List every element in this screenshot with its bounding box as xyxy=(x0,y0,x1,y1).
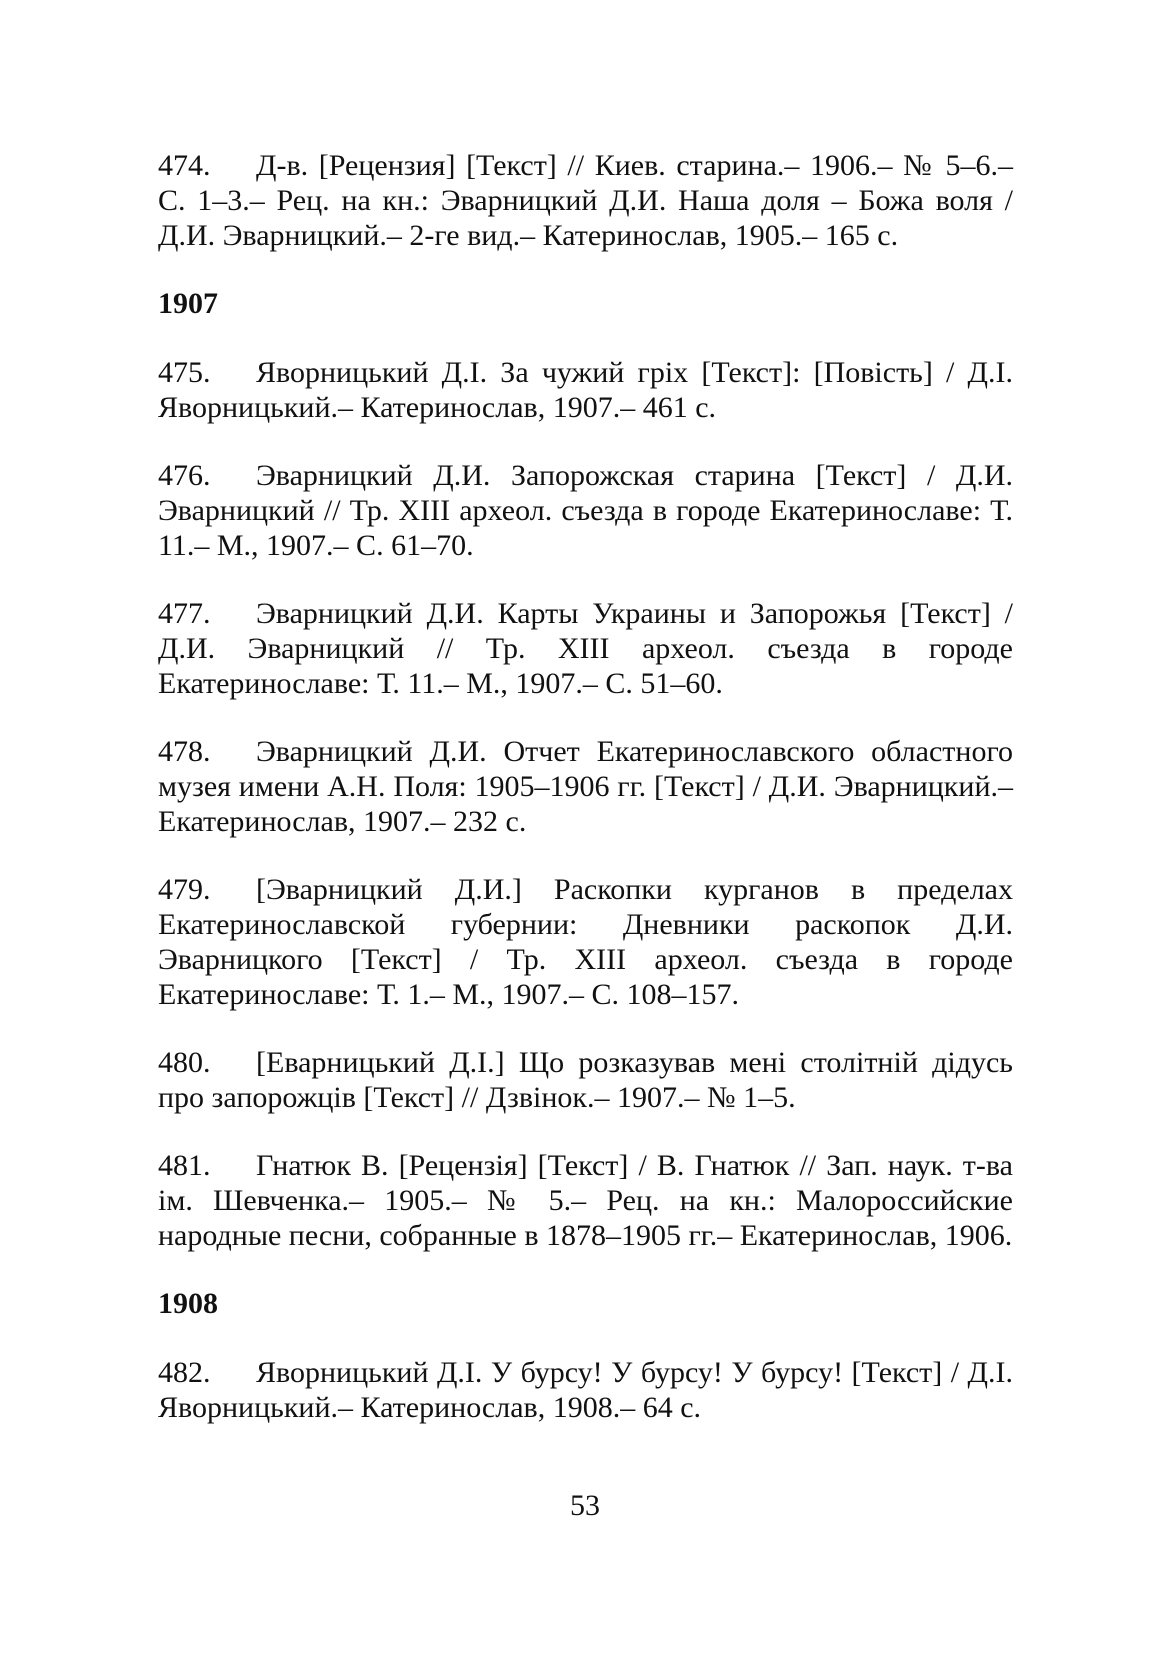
entry-number: 479. xyxy=(158,873,211,906)
bibliography-entry xyxy=(158,458,1013,563)
bibliography-entry xyxy=(158,596,1013,701)
entry-number: 477. xyxy=(158,597,211,630)
bibliography-entry xyxy=(158,1148,1013,1253)
entry-number: 481. xyxy=(158,1149,211,1182)
entry-number: 474. xyxy=(158,149,211,182)
bibliography-entry xyxy=(158,872,1013,1012)
entry-text: [Еварницький Д.І.] Що розказував мені столітній дідусь про запорожців [Текст] // Дзвінок.– 1907.– № 1–5. xyxy=(158,1046,1013,1114)
page-number: 53 xyxy=(570,1489,600,1522)
entry-text: Яворницький Д.І. У бурсу! У бурсу! У бурсу! [Текст] / Д.І. Яворницький.– Катеринослав, 1908.– 64 с. xyxy=(158,1356,1013,1424)
entry-text: Д-в. [Рецензия] [Текст] // Киев. старина.– 1906.– № 5–6.– С. 1–3.– Рец. на кн.: Эварницкий Д.И. Наша доля – Божа воля / Д.И. Эварницкий.– 2-ге вид.– Катеринослав, 1905.– 165 с. xyxy=(158,149,1013,252)
entry-text: [Эварницкий Д.И.] Раскопки курганов в пределах Екатеринославской губернии: Дневники раскопок Д.И. Эварницкого [Текст] / Тр. XIII археол. съезда в городе Екатеринославе: Т. 1.– М., 1907.– С. 108–157. xyxy=(158,873,1013,1011)
bibliography-list xyxy=(158,148,1013,1458)
bibliography-entry xyxy=(158,355,1013,425)
entry-text: Гнатюк В. [Рецензія] [Текст] / В. Гнатюк // Зап. наук. т-ва ім. Шевченка.– 1905.– № 5.– Рец. на кн.: Малороссийские народные песни, собранные в 1878–1905 гг.– Екатеринослав, 1906. xyxy=(158,1149,1013,1252)
year-heading: 1908 xyxy=(158,1287,218,1320)
year-heading: 1907 xyxy=(158,287,218,320)
bibliography-entry xyxy=(158,1045,1013,1115)
entry-text: Яворницький Д.І. За чужий гріх [Текст]: [Повість] / Д.І. Яворницький.– Катеринослав, 1907.– 461 с. xyxy=(158,356,1013,424)
bibliography-entry xyxy=(158,734,1013,839)
entry-number: 476. xyxy=(158,459,211,492)
entry-number: 475. xyxy=(158,356,211,389)
bibliography-entry xyxy=(158,1355,1013,1425)
entry-text: Эварницкий Д.И. Запорожская старина [Текст] / Д.И. Эварницкий // Тр. XIII археол. съезда в городе Екатеринославе: Т. 11.– М., 1907.– С. 61–70. xyxy=(158,459,1013,562)
entry-number: 478. xyxy=(158,735,211,768)
bibliography-entry xyxy=(158,148,1013,253)
entry-text: Эварницкий Д.И. Карты Украины и Запорожья [Текст] / Д.И. Эварницкий // Тр. XIII археол. съезда в городе Екатеринославе: Т. 11.– М., 1907.– С. 51–60. xyxy=(158,597,1013,700)
entry-number: 482. xyxy=(158,1356,211,1389)
entry-text: Эварницкий Д.И. Отчет Екатеринославского областного музея имени А.Н. Поля: 1905–1906 гг. [Текст] / Д.И. Эварницкий.– Екатеринослав, 1907.– 232 с. xyxy=(158,735,1013,838)
entry-number: 480. xyxy=(158,1046,211,1079)
